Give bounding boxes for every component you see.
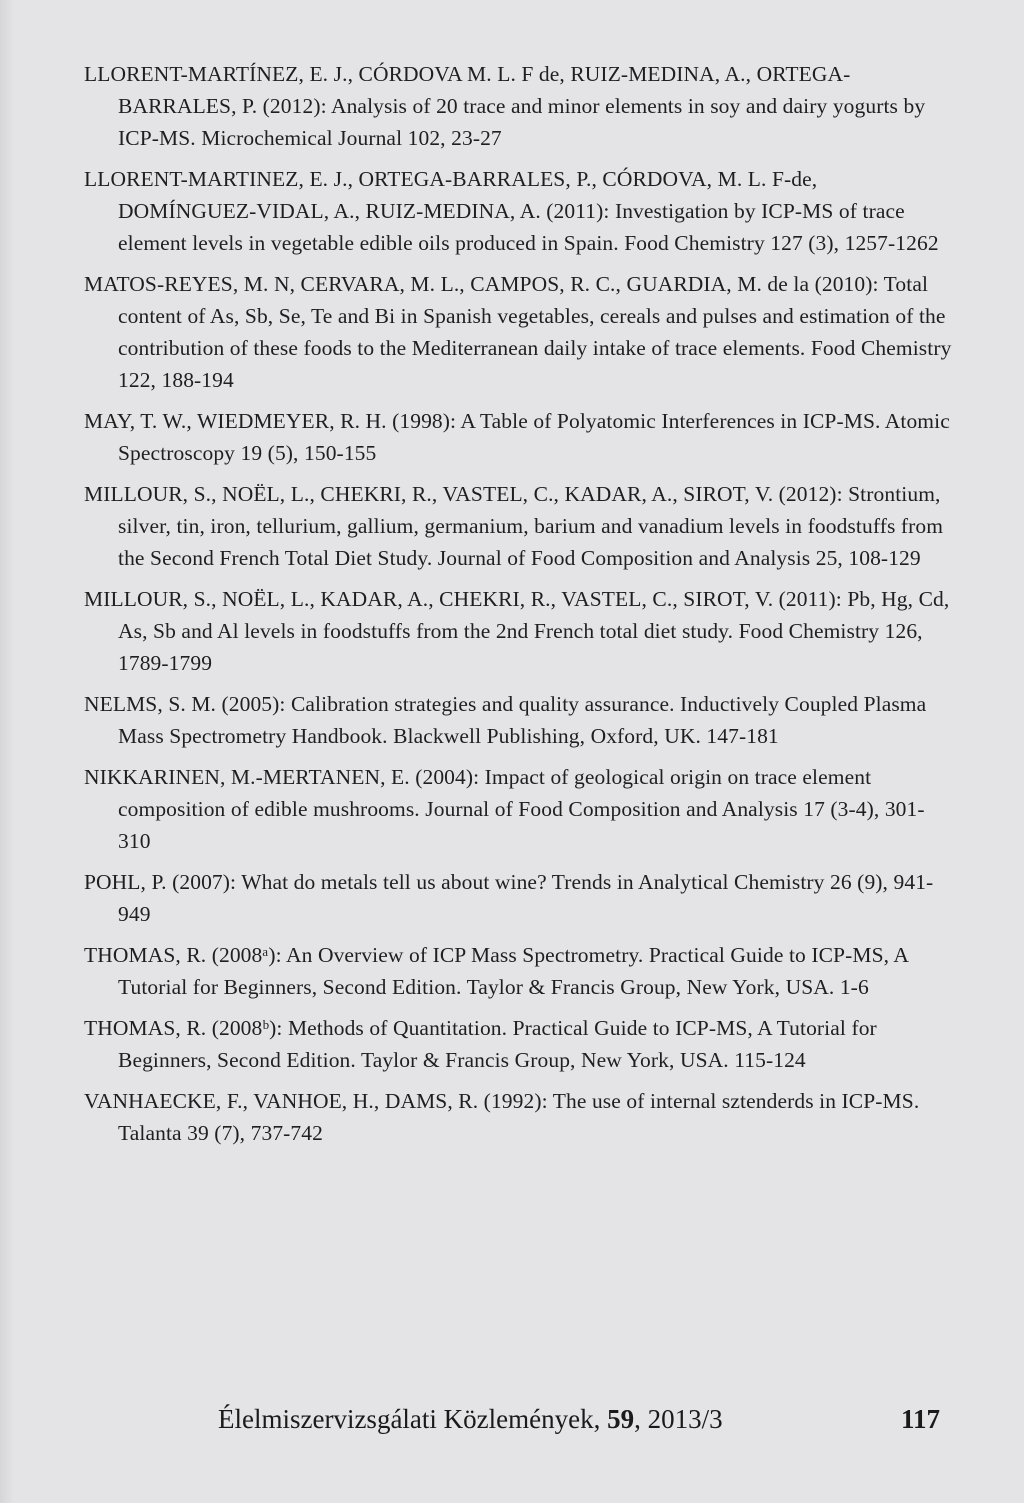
reference-list [84,58,954,1158]
journal-issue: , 2013/3 [634,1404,723,1434]
reference-entry: MAY, T. W., WIEDMEYER, R. H. (1998): A Table of Polyatomic Interferences in ICP-MS. Atomic Spectroscopy 19 (5), 150-155 [84,409,950,465]
reference-entry: LLORENT-MARTÍNEZ, E. J., CÓRDOVA M. L. F de, RUIZ-MEDINA, A., ORTEGA-BARRALES, P. (2012): Analysis of 20 trace and minor elements in soy and dairy yogurts by ICP-MS. Microchemical Journal 102, 23-27 [84,62,926,150]
reference-entry: NIKKARINEN, M.-MERTANEN, E. (2004): Impact of geological origin on trace element composition of edible mushrooms. Journal of Food Composition and Analysis 17 (3-4), 301-310 [84,765,925,853]
reference-entry: NELMS, S. M. (2005): Calibration strategies and quality assurance. Inductively Coupled Plasma Mass Spectrometry Handbook. Blackwell Publishing, Oxford, UK. 147-181 [84,692,927,748]
reference-entry: VANHAECKE, F., VANHOE, H., DAMS, R. (1992): The use of internal sztenderds in ICP-MS. Talanta 39 (7), 737-742 [84,1089,920,1145]
page-edge-shadow [0,0,14,1503]
reference-entry: MILLOUR, S., NOËL, L., KADAR, A., CHEKRI, R., VASTEL, C., SIROT, V. (2011): Pb, Hg, Cd, As, Sb and Al levels in foodstuffs from the 2nd French total diet study. Food Chemistry 126, 1789-1799 [84,587,950,675]
reference-entry: POHL, P. (2007): What do metals tell us about wine? Trends in Analytical Chemistry 26 (9), 941-949 [84,870,934,926]
reference-entry: MATOS-REYES, M. N, CERVARA, M. L., CAMPOS, R. C., GUARDIA, M. de la (2010): Total content of As, Sb, Se, Te and Bi in Spanish vegetables, cereals and pulses and estimation of the contribution of these foods to the Mediterranean daily intake of trace elements. Food Chemistry 122, 188-194 [84,272,952,392]
journal-volume: 59 [607,1404,635,1434]
reference-entry: MILLOUR, S., NOËL, L., CHEKRI, R., VASTEL, C., KADAR, A., SIROT, V. (2012): Strontium, silver, tin, iron, tellurium, gallium, germanium, barium and vanadium levels in foodstuffs from the Second French Total Diet Study. Journal of Food Composition and Analysis 25, 108-129 [84,482,944,570]
reference-entry: LLORENT-MARTINEZ, E. J., ORTEGA-BARRALES, P., CÓRDOVA, M. L. F-de, DOMÍNGUEZ-VIDAL, A., RUIZ-MEDINA, A. (2011): Investigation by ICP-MS of trace element levels in vegetable edible oils produced in Spain. Food Chemistry 127 (3), 1257-1262 [84,167,939,255]
journal-name: Élelmiszervizsgálati Közlemények, [218,1404,601,1434]
reference-entry: THOMAS, R. (2008ᵃ): An Overview of ICP Mass Spectrometry. Practical Guide to ICP-MS, A Tutorial for Beginners, Second Edition. Taylor & Francis Group, New York, USA. 1-6 [84,943,908,999]
reference-entry: THOMAS, R. (2008ᵇ): Methods of Quantitation. Practical Guide to ICP-MS, A Tutorial for Beginners, Second Edition. Taylor & Francis Group, New York, USA. 115-124 [84,1016,877,1072]
page-number: 117 [901,1404,941,1434]
page-footer [218,1404,948,1435]
